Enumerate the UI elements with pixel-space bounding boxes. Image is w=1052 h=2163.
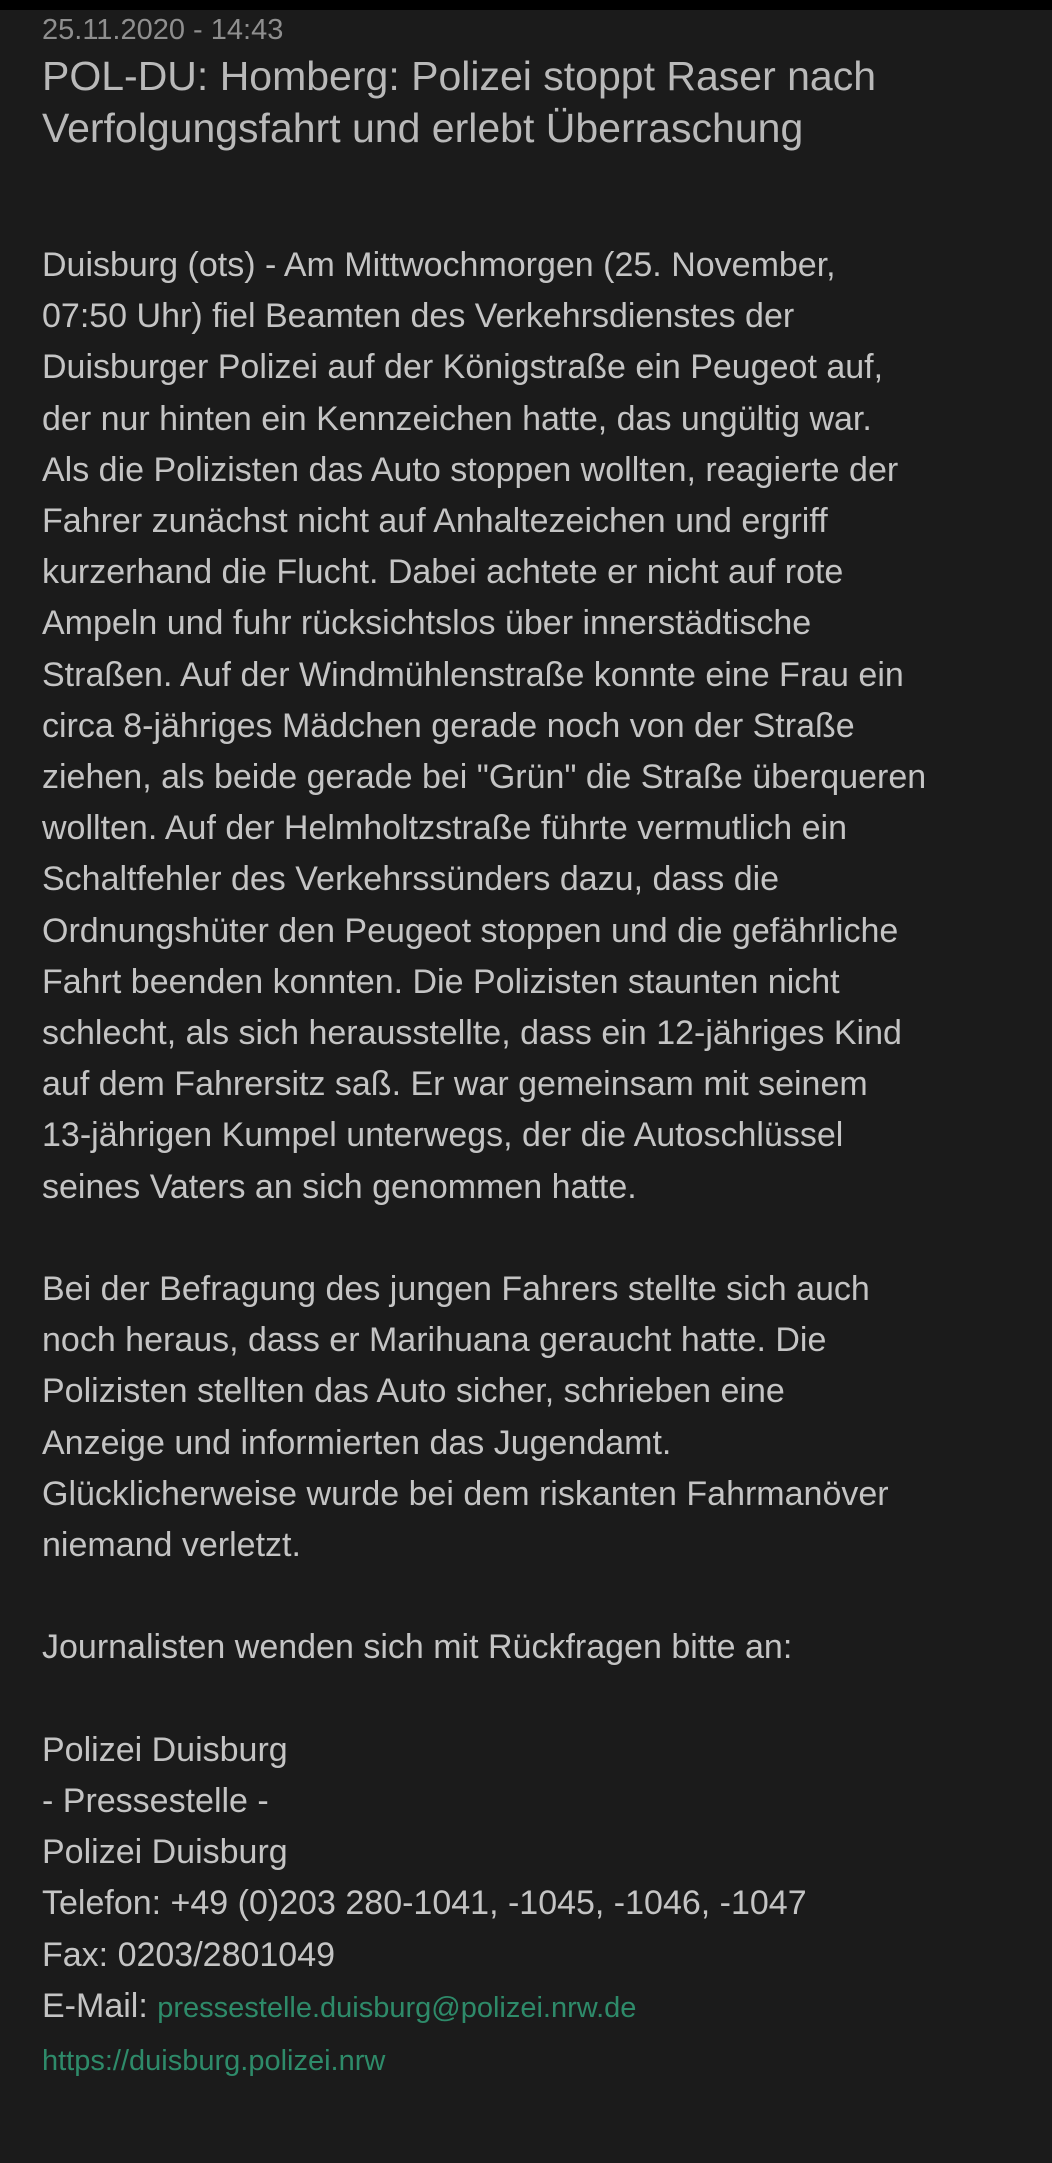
contact-org-secondary: Polizei Duisburg xyxy=(42,1833,288,1872)
contact-block xyxy=(42,1725,1022,2087)
contact-org: Polizei Duisburg xyxy=(42,1730,288,1769)
contact-fax: Fax: 0203/2801049 xyxy=(42,1935,336,1974)
contact-website-row xyxy=(42,2034,1022,2087)
contact-department: - Pressestelle - xyxy=(42,1782,269,1821)
article-date: 25.11.2020 - 14:43 xyxy=(42,14,284,46)
paragraph-followup: Bei der Befragung des jungen Fahrers stellte sich auch noch heraus, dass er Marihuana geraucht hatte. Die Polizisten stellten das Auto sicher, schrieben eine Anzeige und informierten das Jugendamt. Glücklicherweise wurde bei dem riskanten Fahrmanöver niemand verletzt. xyxy=(42,1270,889,1565)
paragraph-incident: Duisburg (ots) - Am Mittwochmorgen (25. November, 07:50 Uhr) fiel Beamten des Verkehrsdienstes der Duisburger Polizei auf der Königstraße ein Peugeot auf, der nur hinten ein Kennzeichen hatte, das ungültig war. Als die Polizisten das Auto stoppen wollten, reagierte der Fahrer zunächst nicht auf Anhaltezeichen und ergriff kurzerhand die Flucht. Dabei achtete er nicht auf rote Ampeln und fuhr rücksichtslos über innerstädtische Straßen. Auf der Windmühlenstraße konnte eine Frau ein circa 8-jähriges Mädchen gerade noch von der Straße ziehen, als beide gerade bei "Grün" die Straße überqueren wollten. Auf der Helmholtzstraße führte vermutlich ein Schaltfehler des Verkehrssünders dazu, dass die Ordnungshüter den Peugeot stoppen und die gefährliche Fahrt beenden konnten. Die Polizisten staunten nicht schlecht, als sich herausstellte, dass ein 12-jähriges Kind auf dem Fahrersitz saß. Er war gemeinsam mit seinem 13-jährigen Kumpel unterwegs, der die Autoschlüssel seines Vaters an sich genommen hatte. xyxy=(42,246,927,1206)
status-bar-edge xyxy=(0,0,1052,10)
paragraph-spacer xyxy=(42,1213,1022,1264)
contact-website-link[interactable]: https://duisburg.polizei.nrw xyxy=(42,2045,386,2078)
article-title: POL-DU: Homberg: Polizei stoppt Raser nach Verfolgungsfahrt und erlebt Überraschung xyxy=(42,53,877,151)
contact-email-row xyxy=(42,1981,1022,2034)
paragraph-spacer xyxy=(42,1674,1022,1725)
article-body xyxy=(42,240,1022,2087)
contact-email-link[interactable]: pressestelle.duisburg@polizei.nrw.de xyxy=(157,1991,637,2024)
contact-phone: Telefon: +49 (0)203 280-1041, -1045, -1046, -1047 xyxy=(42,1884,807,1923)
article xyxy=(42,10,1022,2087)
contact-email-label: E-Mail: xyxy=(42,1986,158,2025)
paragraph-press-contact-intro: Journalisten wenden sich mit Rückfragen bitte an: xyxy=(42,1628,793,1667)
paragraph-spacer xyxy=(42,1571,1022,1622)
